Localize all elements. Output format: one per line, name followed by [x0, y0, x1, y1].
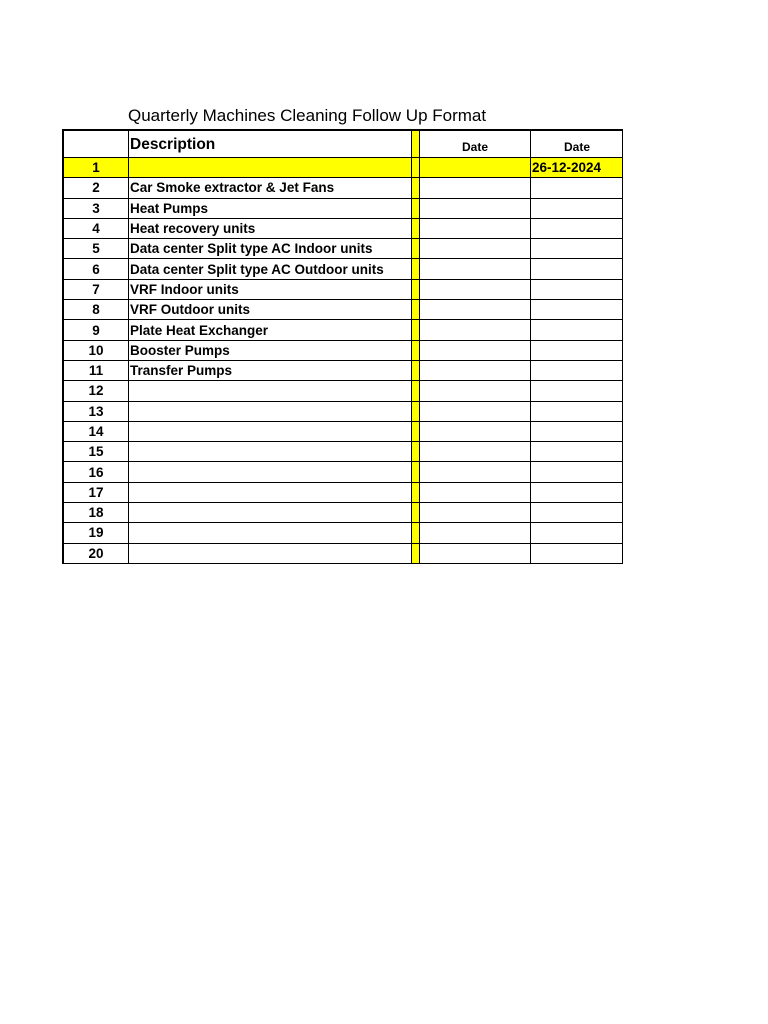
- row-date-1-cell[interactable]: [420, 381, 531, 401]
- row-date-1-cell[interactable]: [420, 442, 531, 462]
- row-marker-cell[interactable]: [412, 218, 420, 238]
- row-number-cell[interactable]: 2: [63, 178, 129, 198]
- row-date-1-cell[interactable]: [420, 178, 531, 198]
- row-date-2-cell[interactable]: [531, 360, 623, 380]
- row-description-cell[interactable]: VRF Outdoor units: [129, 300, 412, 320]
- row-date-2-cell[interactable]: [531, 300, 623, 320]
- row-date-1-cell[interactable]: [420, 198, 531, 218]
- row-number-cell[interactable]: 11: [63, 360, 129, 380]
- table-row: [63, 421, 623, 441]
- row-description-cell[interactable]: Transfer Pumps: [129, 360, 412, 380]
- row-marker-cell[interactable]: [412, 259, 420, 279]
- row-date-2-cell[interactable]: [531, 482, 623, 502]
- table-row: [63, 543, 623, 563]
- row-description-cell[interactable]: [129, 401, 412, 421]
- row-marker-cell[interactable]: [412, 360, 420, 380]
- row-marker-cell[interactable]: [412, 279, 420, 299]
- header-description[interactable]: Description: [129, 130, 412, 158]
- row-marker-cell[interactable]: [412, 543, 420, 563]
- row-description-cell[interactable]: Booster Pumps: [129, 340, 412, 360]
- row-description-cell[interactable]: [129, 381, 412, 401]
- row-date-2-cell[interactable]: [531, 198, 623, 218]
- row-marker-cell[interactable]: [412, 239, 420, 259]
- row-description-cell[interactable]: Plate Heat Exchanger: [129, 320, 412, 340]
- row-date-1-cell[interactable]: [420, 482, 531, 502]
- table-row: [63, 239, 623, 259]
- row-date-1-cell[interactable]: [420, 340, 531, 360]
- table-row: [63, 442, 623, 462]
- row-date-2-cell[interactable]: [531, 218, 623, 238]
- row-number-cell[interactable]: 18: [63, 503, 129, 523]
- row-description-cell[interactable]: [129, 503, 412, 523]
- row-description-cell[interactable]: Data center Split type AC Outdoor units: [129, 259, 412, 279]
- row-number-cell[interactable]: 8: [63, 300, 129, 320]
- table-row: [63, 218, 623, 238]
- row-marker-cell[interactable]: [412, 401, 420, 421]
- table-body: [63, 130, 623, 563]
- row-date-1-cell[interactable]: [420, 401, 531, 421]
- row-marker-cell[interactable]: [412, 482, 420, 502]
- row-date-2-cell[interactable]: [531, 279, 623, 299]
- row-marker-cell[interactable]: [412, 442, 420, 462]
- table-row: [63, 178, 623, 198]
- table-row: [63, 401, 623, 421]
- table-row: [63, 320, 623, 340]
- header-row: [63, 130, 623, 158]
- table-row: [63, 259, 623, 279]
- row-number-cell[interactable]: 14: [63, 421, 129, 441]
- row-date-2-cell[interactable]: 26-12-2024: [531, 158, 623, 178]
- row-date-2-cell[interactable]: [531, 381, 623, 401]
- row-description-cell[interactable]: Heat Pumps: [129, 198, 412, 218]
- header-date-1[interactable]: Date: [420, 130, 531, 158]
- header-marker-cell[interactable]: [412, 130, 420, 158]
- row-date-1-cell[interactable]: [420, 320, 531, 340]
- row-date-1-cell[interactable]: [420, 239, 531, 259]
- row-date-2-cell[interactable]: [531, 340, 623, 360]
- row-number-cell[interactable]: 3: [63, 198, 129, 218]
- row-date-2-cell[interactable]: [531, 259, 623, 279]
- row-number-cell[interactable]: 20: [63, 543, 129, 563]
- row-date-1-cell[interactable]: [420, 421, 531, 441]
- row-marker-cell[interactable]: [412, 300, 420, 320]
- table-row: [63, 381, 623, 401]
- row-date-1-cell[interactable]: [420, 300, 531, 320]
- row-date-2-cell[interactable]: [531, 543, 623, 563]
- row-description-cell[interactable]: Data center Split type AC Indoor units: [129, 239, 412, 259]
- table-row: [63, 300, 623, 320]
- row-number-cell[interactable]: 12: [63, 381, 129, 401]
- row-date-2-cell[interactable]: [531, 523, 623, 543]
- header-number-cell[interactable]: [63, 130, 129, 158]
- row-date-1-cell[interactable]: [420, 462, 531, 482]
- row-description-cell[interactable]: [129, 462, 412, 482]
- row-date-1-cell[interactable]: [420, 503, 531, 523]
- table-row: [63, 503, 623, 523]
- table-row: [63, 482, 623, 502]
- row-number-cell[interactable]: 4: [63, 218, 129, 238]
- row-date-1-cell[interactable]: [420, 158, 531, 178]
- row-description-cell[interactable]: [129, 421, 412, 441]
- row-marker-cell[interactable]: [412, 320, 420, 340]
- row-marker-cell[interactable]: [412, 523, 420, 543]
- row-date-2-cell[interactable]: [531, 401, 623, 421]
- row-number-cell[interactable]: 5: [63, 239, 129, 259]
- row-marker-cell[interactable]: [412, 503, 420, 523]
- table-row: [63, 279, 623, 299]
- row-marker-cell[interactable]: [412, 158, 420, 178]
- row-description-cell[interactable]: Heat recovery units: [129, 218, 412, 238]
- row-number-cell[interactable]: 15: [63, 442, 129, 462]
- row-number-cell[interactable]: 13: [63, 401, 129, 421]
- table-row: [63, 462, 623, 482]
- row-marker-cell[interactable]: [412, 340, 420, 360]
- row-date-1-cell[interactable]: [420, 543, 531, 563]
- row-marker-cell[interactable]: [412, 381, 420, 401]
- table-row: [63, 523, 623, 543]
- row-date-2-cell[interactable]: [531, 320, 623, 340]
- row-description-cell[interactable]: [129, 442, 412, 462]
- row-description-cell[interactable]: Car Smoke extractor & Jet Fans: [129, 178, 412, 198]
- row-date-1-cell[interactable]: [420, 259, 531, 279]
- cleaning-follow-up-table: [62, 129, 623, 564]
- row-number-cell[interactable]: 10: [63, 340, 129, 360]
- row-description-cell[interactable]: [129, 482, 412, 502]
- row-marker-cell[interactable]: [412, 178, 420, 198]
- sheet-title: Quarterly Machines Cleaning Follow Up Format: [128, 106, 487, 125]
- row-date-2-cell[interactable]: [531, 442, 623, 462]
- row-date-1-cell[interactable]: [420, 523, 531, 543]
- row-date-2-cell[interactable]: [531, 239, 623, 259]
- header-date-2[interactable]: Date: [531, 130, 623, 158]
- row-date-1-cell[interactable]: [420, 218, 531, 238]
- table-row: [63, 158, 623, 178]
- row-description-cell[interactable]: [129, 543, 412, 563]
- row-date-2-cell[interactable]: [531, 462, 623, 482]
- row-date-2-cell[interactable]: [531, 421, 623, 441]
- row-description-cell[interactable]: VRF Indoor units: [129, 279, 412, 299]
- row-number-cell[interactable]: 17: [63, 482, 129, 502]
- row-number-cell[interactable]: 9: [63, 320, 129, 340]
- row-number-cell[interactable]: 6: [63, 259, 129, 279]
- row-number-cell[interactable]: 19: [63, 523, 129, 543]
- table-row: [63, 360, 623, 380]
- row-number-cell[interactable]: 7: [63, 279, 129, 299]
- row-date-2-cell[interactable]: [531, 503, 623, 523]
- row-date-1-cell[interactable]: [420, 360, 531, 380]
- row-number-cell[interactable]: 16: [63, 462, 129, 482]
- row-marker-cell[interactable]: [412, 462, 420, 482]
- row-number-cell[interactable]: 1: [63, 158, 129, 178]
- row-description-cell[interactable]: [129, 523, 412, 543]
- row-marker-cell[interactable]: [412, 198, 420, 218]
- table-row: [63, 340, 623, 360]
- table-row: [63, 198, 623, 218]
- row-date-1-cell[interactable]: [420, 279, 531, 299]
- row-date-2-cell[interactable]: [531, 178, 623, 198]
- row-marker-cell[interactable]: [412, 421, 420, 441]
- row-description-cell[interactable]: [129, 158, 412, 178]
